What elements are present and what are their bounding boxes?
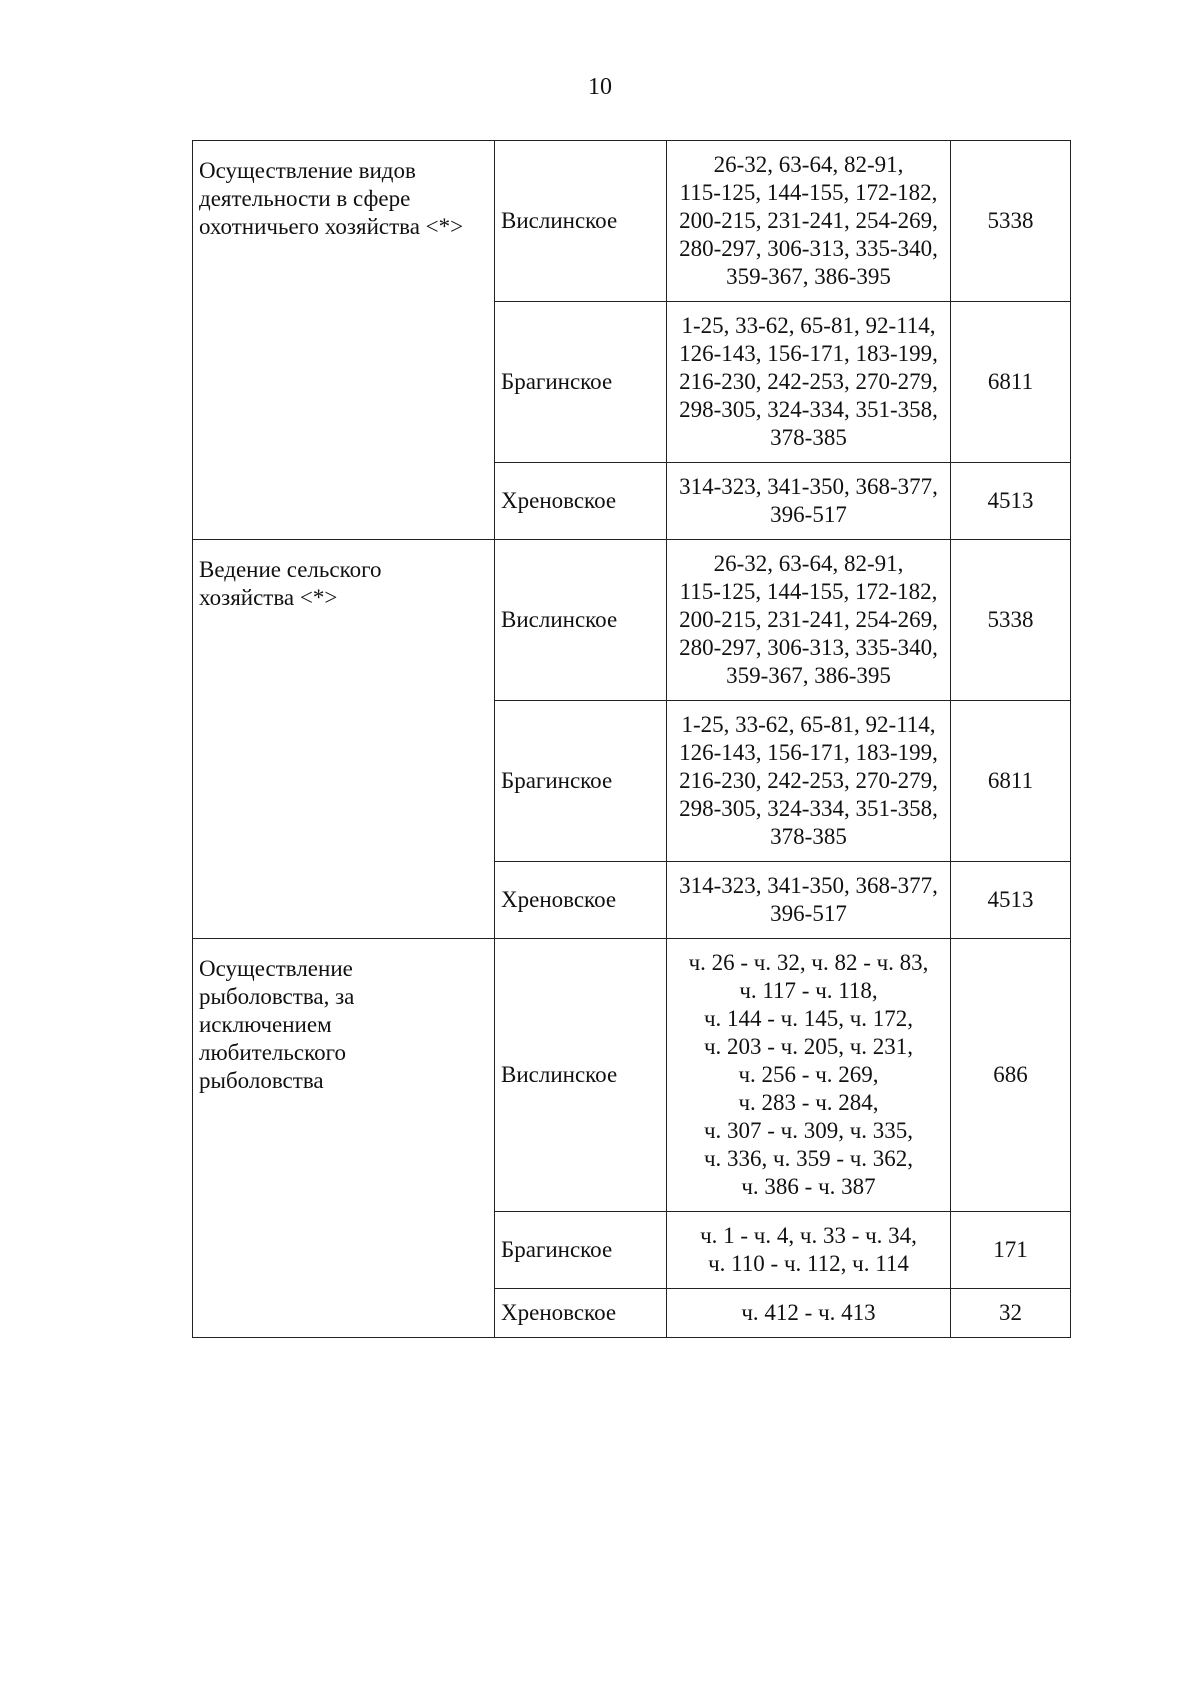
quarters-line: ч. 117 - ч. 118, — [739, 978, 878, 1003]
activity-line: Осуществление — [199, 956, 353, 981]
quarters-cell — [667, 463, 951, 540]
activity-line: Осуществление видов — [199, 158, 416, 183]
area-cell: 5338 — [951, 141, 1071, 302]
activity-line: Ведение сельского — [199, 557, 382, 582]
forestry-cell: Хреновское — [495, 1289, 667, 1338]
forestry-cell: Брагинское — [495, 1212, 667, 1289]
area-cell: 5338 — [951, 540, 1071, 701]
quarters-line: ч. 203 - ч. 205, ч. 231, — [703, 1034, 914, 1059]
quarters-line: 126-143, 156-171, 183-199, — [679, 341, 938, 366]
quarters-line: 314-323, 341-350, 368-377, — [679, 873, 938, 898]
quarters-line: 298-305, 324-334, 351-358, — [679, 796, 938, 821]
quarters-cell — [667, 141, 951, 302]
quarters-line: ч. 110 - ч. 112, ч. 114 — [708, 1251, 909, 1276]
area-cell: 4513 — [951, 862, 1071, 939]
quarters-cell — [667, 1212, 951, 1289]
area-cell: 4513 — [951, 463, 1071, 540]
activity-line: охотничьего хозяйства <*> — [199, 214, 464, 239]
quarters-line: 280-297, 306-313, 335-340, — [679, 236, 938, 261]
quarters-line: ч. 307 - ч. 309, ч. 335, — [703, 1118, 914, 1143]
quarters-line: 314-323, 341-350, 368-377, — [679, 474, 938, 499]
quarters-cell — [667, 939, 951, 1212]
quarters-line: 26-32, 63-64, 82-91, — [713, 152, 904, 177]
activity-line: любительского — [199, 1040, 346, 1065]
quarters-cell — [667, 862, 951, 939]
area-cell: 6811 — [951, 302, 1071, 463]
quarters-cell — [667, 302, 951, 463]
quarters-cell — [667, 1289, 951, 1338]
land-use-table — [192, 140, 1071, 1338]
quarters-line: 298-305, 324-334, 351-358, — [679, 397, 938, 422]
quarters-line: 396-517 — [770, 901, 847, 926]
quarters-line: ч. 412 - ч. 413 — [741, 1300, 876, 1325]
activity-line: деятельности в сфере — [199, 186, 411, 211]
quarters-line: 1-25, 33-62, 65-81, 92-114, — [681, 313, 936, 338]
activity-line: рыболовства — [199, 1068, 324, 1093]
quarters-cell — [667, 701, 951, 862]
forestry-cell: Вислинское — [495, 141, 667, 302]
table-body — [193, 141, 1071, 1338]
activity-line: рыболовства, за — [199, 984, 355, 1009]
quarters-line: ч. 386 - ч. 387 — [741, 1174, 876, 1199]
quarters-line: 216-230, 242-253, 270-279, — [679, 768, 938, 793]
quarters-line: 1-25, 33-62, 65-81, 92-114, — [681, 712, 936, 737]
forestry-cell: Вислинское — [495, 540, 667, 701]
activity-line: исключением — [199, 1012, 332, 1037]
activity-cell — [193, 939, 495, 1338]
quarters-line: ч. 144 - ч. 145, ч. 172, — [703, 1006, 914, 1031]
quarters-line: ч. 256 - ч. 269, — [738, 1062, 879, 1087]
quarters-line: 200-215, 231-241, 254-269, — [679, 607, 938, 632]
quarters-line: 126-143, 156-171, 183-199, — [679, 740, 938, 765]
area-cell: 6811 — [951, 701, 1071, 862]
area-cell: 686 — [951, 939, 1071, 1212]
area-cell: 171 — [951, 1212, 1071, 1289]
quarters-line: 216-230, 242-253, 270-279, — [679, 369, 938, 394]
quarters-line: 115-125, 144-155, 172-182, — [679, 180, 938, 205]
table-row — [193, 540, 1071, 701]
quarters-line: ч. 26 - ч. 32, ч. 82 - ч. 83, — [688, 950, 929, 975]
activity-cell — [193, 141, 495, 540]
quarters-line: 359-367, 386-395 — [726, 264, 891, 289]
activity-line: хозяйства <*> — [199, 585, 338, 610]
quarters-line: 378-385 — [770, 425, 847, 450]
forestry-cell: Хреновское — [495, 463, 667, 540]
page-number: 10 — [588, 74, 612, 100]
quarters-line: 200-215, 231-241, 254-269, — [679, 208, 938, 233]
quarters-cell — [667, 540, 951, 701]
quarters-line: ч. 336, ч. 359 - ч. 362, — [703, 1146, 914, 1171]
area-cell: 32 — [951, 1289, 1071, 1338]
forestry-cell: Хреновское — [495, 862, 667, 939]
table-row — [193, 141, 1071, 302]
forestry-cell: Брагинское — [495, 302, 667, 463]
quarters-line: ч. 1 - ч. 4, ч. 33 - ч. 34, — [700, 1223, 917, 1248]
quarters-line: 26-32, 63-64, 82-91, — [713, 551, 904, 576]
forestry-cell: Брагинское — [495, 701, 667, 862]
quarters-line: 359-367, 386-395 — [726, 663, 891, 688]
table-row — [193, 939, 1071, 1212]
forestry-cell: Вислинское — [495, 939, 667, 1212]
activity-cell — [193, 540, 495, 939]
quarters-line: 396-517 — [770, 502, 847, 527]
quarters-line: ч. 283 - ч. 284, — [738, 1090, 879, 1115]
quarters-line: 115-125, 144-155, 172-182, — [679, 579, 938, 604]
quarters-line: 280-297, 306-313, 335-340, — [679, 635, 938, 660]
quarters-line: 378-385 — [770, 824, 847, 849]
